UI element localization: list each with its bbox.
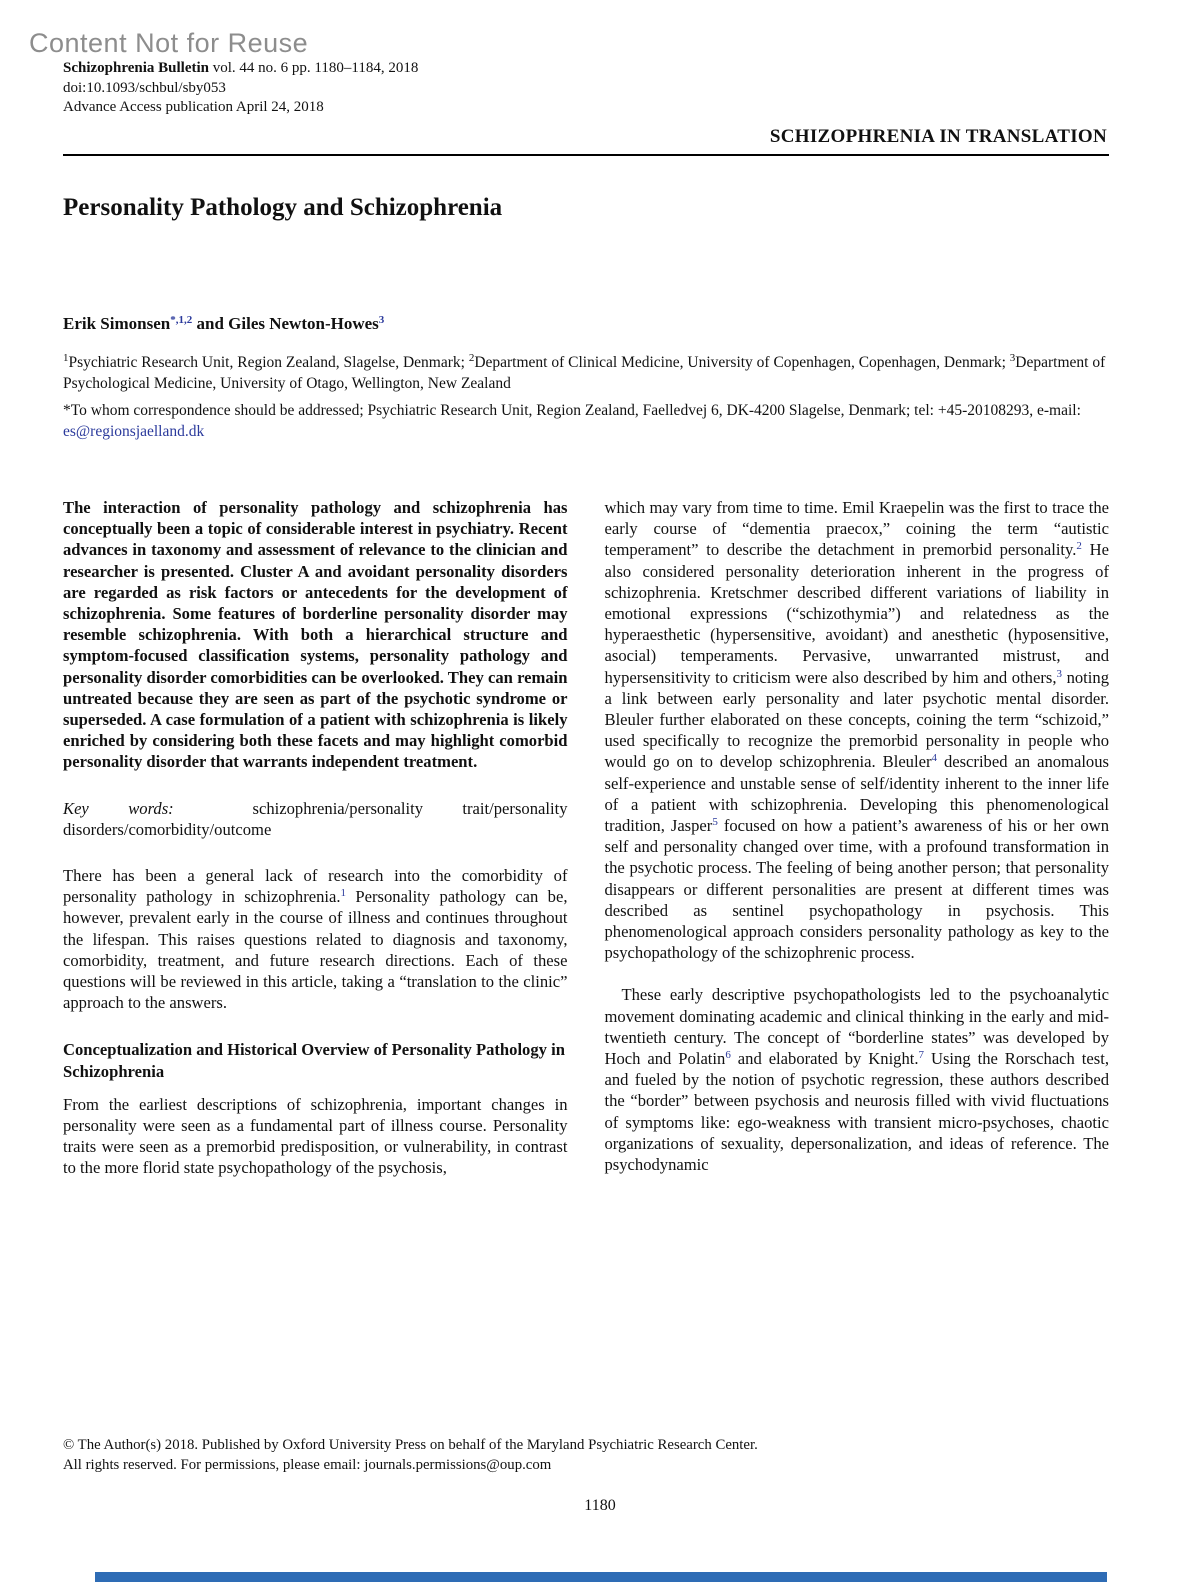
keywords-text: schizophrenia/personality trait/personality disorders/comorbidity/outcome: [63, 798, 568, 839]
author-affiliation-marker[interactable]: 3: [378, 314, 385, 326]
keywords: [63, 798, 568, 840]
affiliation-marker: 2: [468, 352, 475, 364]
body-text: These early descriptive psychopathologists led to the psychoanalytic movement dominating academic and clinical thinking in the early and mid-twentieth century. The concept of “borderline states” was developed by Hoch and Polatin: [604, 985, 1109, 1069]
body-text: He also considered personality deterioration inherent in the progress of schizophrenia. Kretschmer described different variations of liability in emotional expressions (“schizothymia”) and relatedness as the hyperaesthetic (hypersensitive, avoidant) and anesthetic (hyposensitive, asocial) temperaments. Pervasive, unwarranted mistrust, and hypersensitivity to criticism were also described by him and others,: [604, 540, 1110, 687]
divider-rule: [63, 154, 1109, 156]
left-column: [63, 497, 568, 1200]
reference-link-5[interactable]: 5: [712, 816, 718, 829]
reference-link-7[interactable]: 7: [918, 1049, 925, 1062]
body-text: focused on how a patient’s awareness of his or her own self and personality changed over time, with a profound transformation in the psychotic process. The feeling of being another person; that personality disappears or different personalities are present at different times was described as sentinel psychopathology in psychosis. This phenomenological approach considers personality pathology as key to the psychopathology of the schizophrenic process.: [604, 816, 1109, 963]
affiliation-text: Psychiatric Research Unit, Region Zealand, Slagelse, Denmark;: [68, 354, 469, 371]
author-name: Erik Simonsen: [63, 314, 171, 333]
body-paragraph: [605, 497, 1110, 963]
body-paragraph: [605, 984, 1110, 1175]
reference-link-1[interactable]: 1: [340, 887, 347, 900]
article-body: [63, 497, 1109, 1200]
right-column: [605, 497, 1110, 1200]
author-affiliation-marker[interactable]: *,1,2: [170, 314, 193, 326]
journal-citation: [63, 59, 418, 79]
correspondence-note: [63, 401, 1109, 442]
section-banner: SCHIZOPHRENIA IN TRANSLATION: [769, 126, 1107, 147]
body-text: and elaborated by Knight.: [730, 1049, 919, 1069]
bottom-blue-bar: [95, 1572, 1107, 1582]
affiliation-text: Department of Clinical Medicine, University of Copenhagen, Copenhagen, Denmark;: [474, 354, 1010, 371]
body-text: noting a link between early personality and later psychotic mental disorder. Bleuler further elaborated on these concepts, coining the term “schizoid,” used specifically to recognize the premorbid personality in people who would go on to develop schizophrenia. Bleuler: [604, 667, 1109, 772]
body-text: described an anomalous self-experience and unstable sense of self/identity inherent to the inner life of a patient with schizophrenia. Developing this phenomenological tradition, Jasper: [604, 752, 1109, 836]
affiliation-text: Department of Psychological Medicine, University of Otago, Wellington, New Zealand: [63, 354, 1106, 392]
doi-line: doi:10.1093/schbul/sby053: [63, 79, 226, 96]
footer: [63, 1436, 1109, 1475]
copyright-line: © The Author(s) 2018. Published by Oxford University Press on behalf of the Maryland Psychiatric Research Center.: [63, 1437, 758, 1453]
affiliation-marker: 1: [63, 352, 69, 364]
journal-name: Schizophrenia Bulletin: [63, 60, 210, 76]
advance-access-line: Advance Access publication April 24, 2018: [63, 99, 324, 115]
body-text: Personality pathology can be, however, prevalent early in the course of illness and continues throughout the lifespan. This raises questions related to diagnosis and taxonomy, comorbidity, treatment, and future research directions. Each of these questions will be reviewed in this article, taking a “translation to the clinic” approach to the answers.: [63, 887, 568, 1013]
authors-byline: [63, 314, 384, 334]
section-heading: Conceptualization and Historical Overview of Personality Pathology in Schizophrenia: [63, 1040, 565, 1081]
watermark-text: Content Not for Reuse: [29, 28, 309, 58]
body-text: which may vary from time to time. Emil Kraepelin was the first to trace the early course of “dementia praecox,” coining the term “autistic temperament” to describe the detachment in premorbid personality.: [604, 498, 1109, 560]
intro-paragraph: [63, 865, 568, 1013]
reference-link-2[interactable]: 2: [1076, 540, 1082, 553]
correspondence-text: *To whom correspondence should be addressed; Psychiatric Research Unit, Region Zealand, Faelledvej 6, DK-4200 Slagelse, Denmark; tel: +45-20108293, e-mail:: [63, 402, 1081, 419]
affiliations: [63, 353, 1109, 394]
masthead: [63, 59, 418, 118]
affiliation-marker: 3: [1009, 352, 1016, 364]
reference-link-3[interactable]: 3: [1056, 667, 1062, 680]
article-title: Personality Pathology and Schizophrenia: [63, 194, 503, 221]
keywords-label: Key words:: [63, 798, 174, 818]
reference-link-6[interactable]: 6: [725, 1049, 731, 1062]
reference-link-4[interactable]: 4: [931, 752, 937, 765]
email-link[interactable]: es@regionsjaelland.dk: [63, 422, 205, 440]
body-text: There has been a general lack of research into the comorbidity of personality pathology in schizophrenia.: [63, 866, 568, 907]
page-number: 1180: [584, 1497, 616, 1514]
body-paragraph: From the earliest descriptions of schizophrenia, important changes in personality were seen as a fundamental part of illness course. Personality traits were seen as a premorbid predisposition, or vulnerability, in contrast to the more florid state psychopathology of the psychosis,: [63, 1094, 568, 1178]
body-text: Using the Rorschach test, and fueled by the notion of psychotic regression, these authors described the “border” between psychosis and neurosis filled with vivid fluctuations of symptoms like: ego-weakness with transient micro-psychoses, chaotic organizations of sexuality, depersonalization, and ideas of reference. The psychodynamic: [604, 1049, 1109, 1175]
journal-issue-info: vol. 44 no. 6 pp. 1180–1184, 2018: [209, 60, 419, 76]
abstract: The interaction of personality pathology and schizophrenia has conceptually been a topic of considerable interest in psychiatry. Recent advances in taxonomy and assessment of relevance to the clinician and researcher is presented. Cluster A and avoidant personality disorders are regarded as risk factors or antecedents for the development of schizophrenia. Some features of borderline personality disorder may resemble schizophrenia. With both a hierarchical structure and symptom-focused classification systems, personality pathology and personality disorder comorbidities can be overlooked. They can remain untreated because they are seen as part of the psychotic syndrome or superseded. A case formulation of a patient with schizophrenia is likely enriched by considering both these facets and may highlight comorbid personality disorder that warrants independent treatment.: [63, 498, 568, 772]
permissions-line: All rights reserved. For permissions, please email: journals.permissions@oup.com: [63, 1456, 552, 1473]
author-name: and Giles Newton-Howes: [192, 314, 379, 333]
